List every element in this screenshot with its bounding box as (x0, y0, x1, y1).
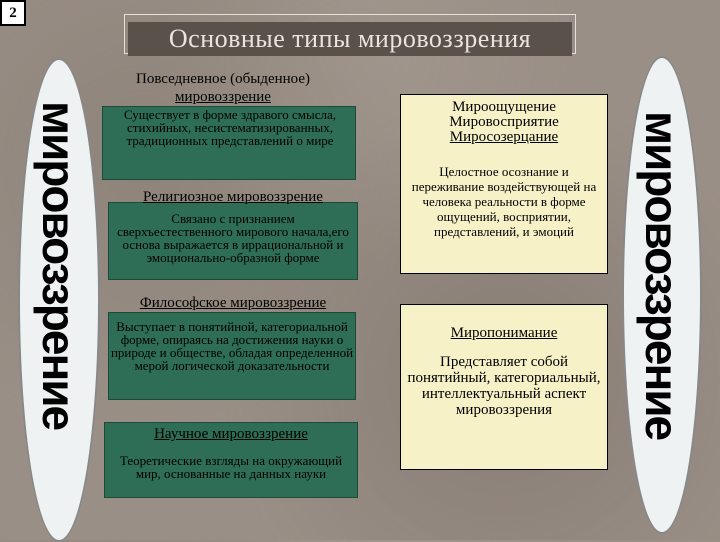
page-title: Основные типы мировоззрения (128, 22, 572, 56)
perception-line-3: Миросозерцание (449, 129, 559, 145)
philosophical-worldview-desc: Выступает в понятийной, категориальной форме, опираясь на достижения науки о природе и обществе, обладая определенной мерой логической доказательности (110, 319, 354, 373)
perception-line-1: Мироощущение (452, 99, 556, 115)
perception-line-2: Мировосприятие (449, 114, 559, 130)
right-vertical-label: мировоззрение (636, 110, 688, 440)
everyday-worldview-title-2: мировоззрение (175, 89, 271, 105)
scientific-worldview-desc: Теоретические взгляды на окружающий мир, основанные на данных науки (119, 453, 343, 481)
religious-worldview-title: Религиозное мировоззрение (143, 189, 323, 205)
understanding-desc: Представляет собой понятийный, категориальный, интеллектуальный аспект мировоззрения (407, 354, 601, 418)
everyday-worldview-desc: Существует в форме здравого смысла, стихийных, несистематизированных, традиционных представлений о мире (123, 107, 337, 148)
religious-worldview-desc: Связано с признанием сверхъестественного мирового начала,его основа выражается в иррациональной и эмоционально-образной форме (117, 211, 349, 265)
left-vertical-label: мировоззрение (33, 100, 85, 430)
perception-desc: Целостное осознание и переживание воздействующей на человека реальности в форме ощущений, восприятии, представлений, и эмоций (411, 164, 597, 239)
slide-number: 2 (0, 0, 26, 26)
understanding-title: Миропонимание (450, 325, 558, 341)
philosophical-worldview-title: Философское мировоззрение (139, 295, 327, 311)
scientific-worldview-title: Научное мировоззрение (154, 426, 308, 442)
everyday-worldview-title: Повседневное (обыденное) (135, 71, 311, 87)
